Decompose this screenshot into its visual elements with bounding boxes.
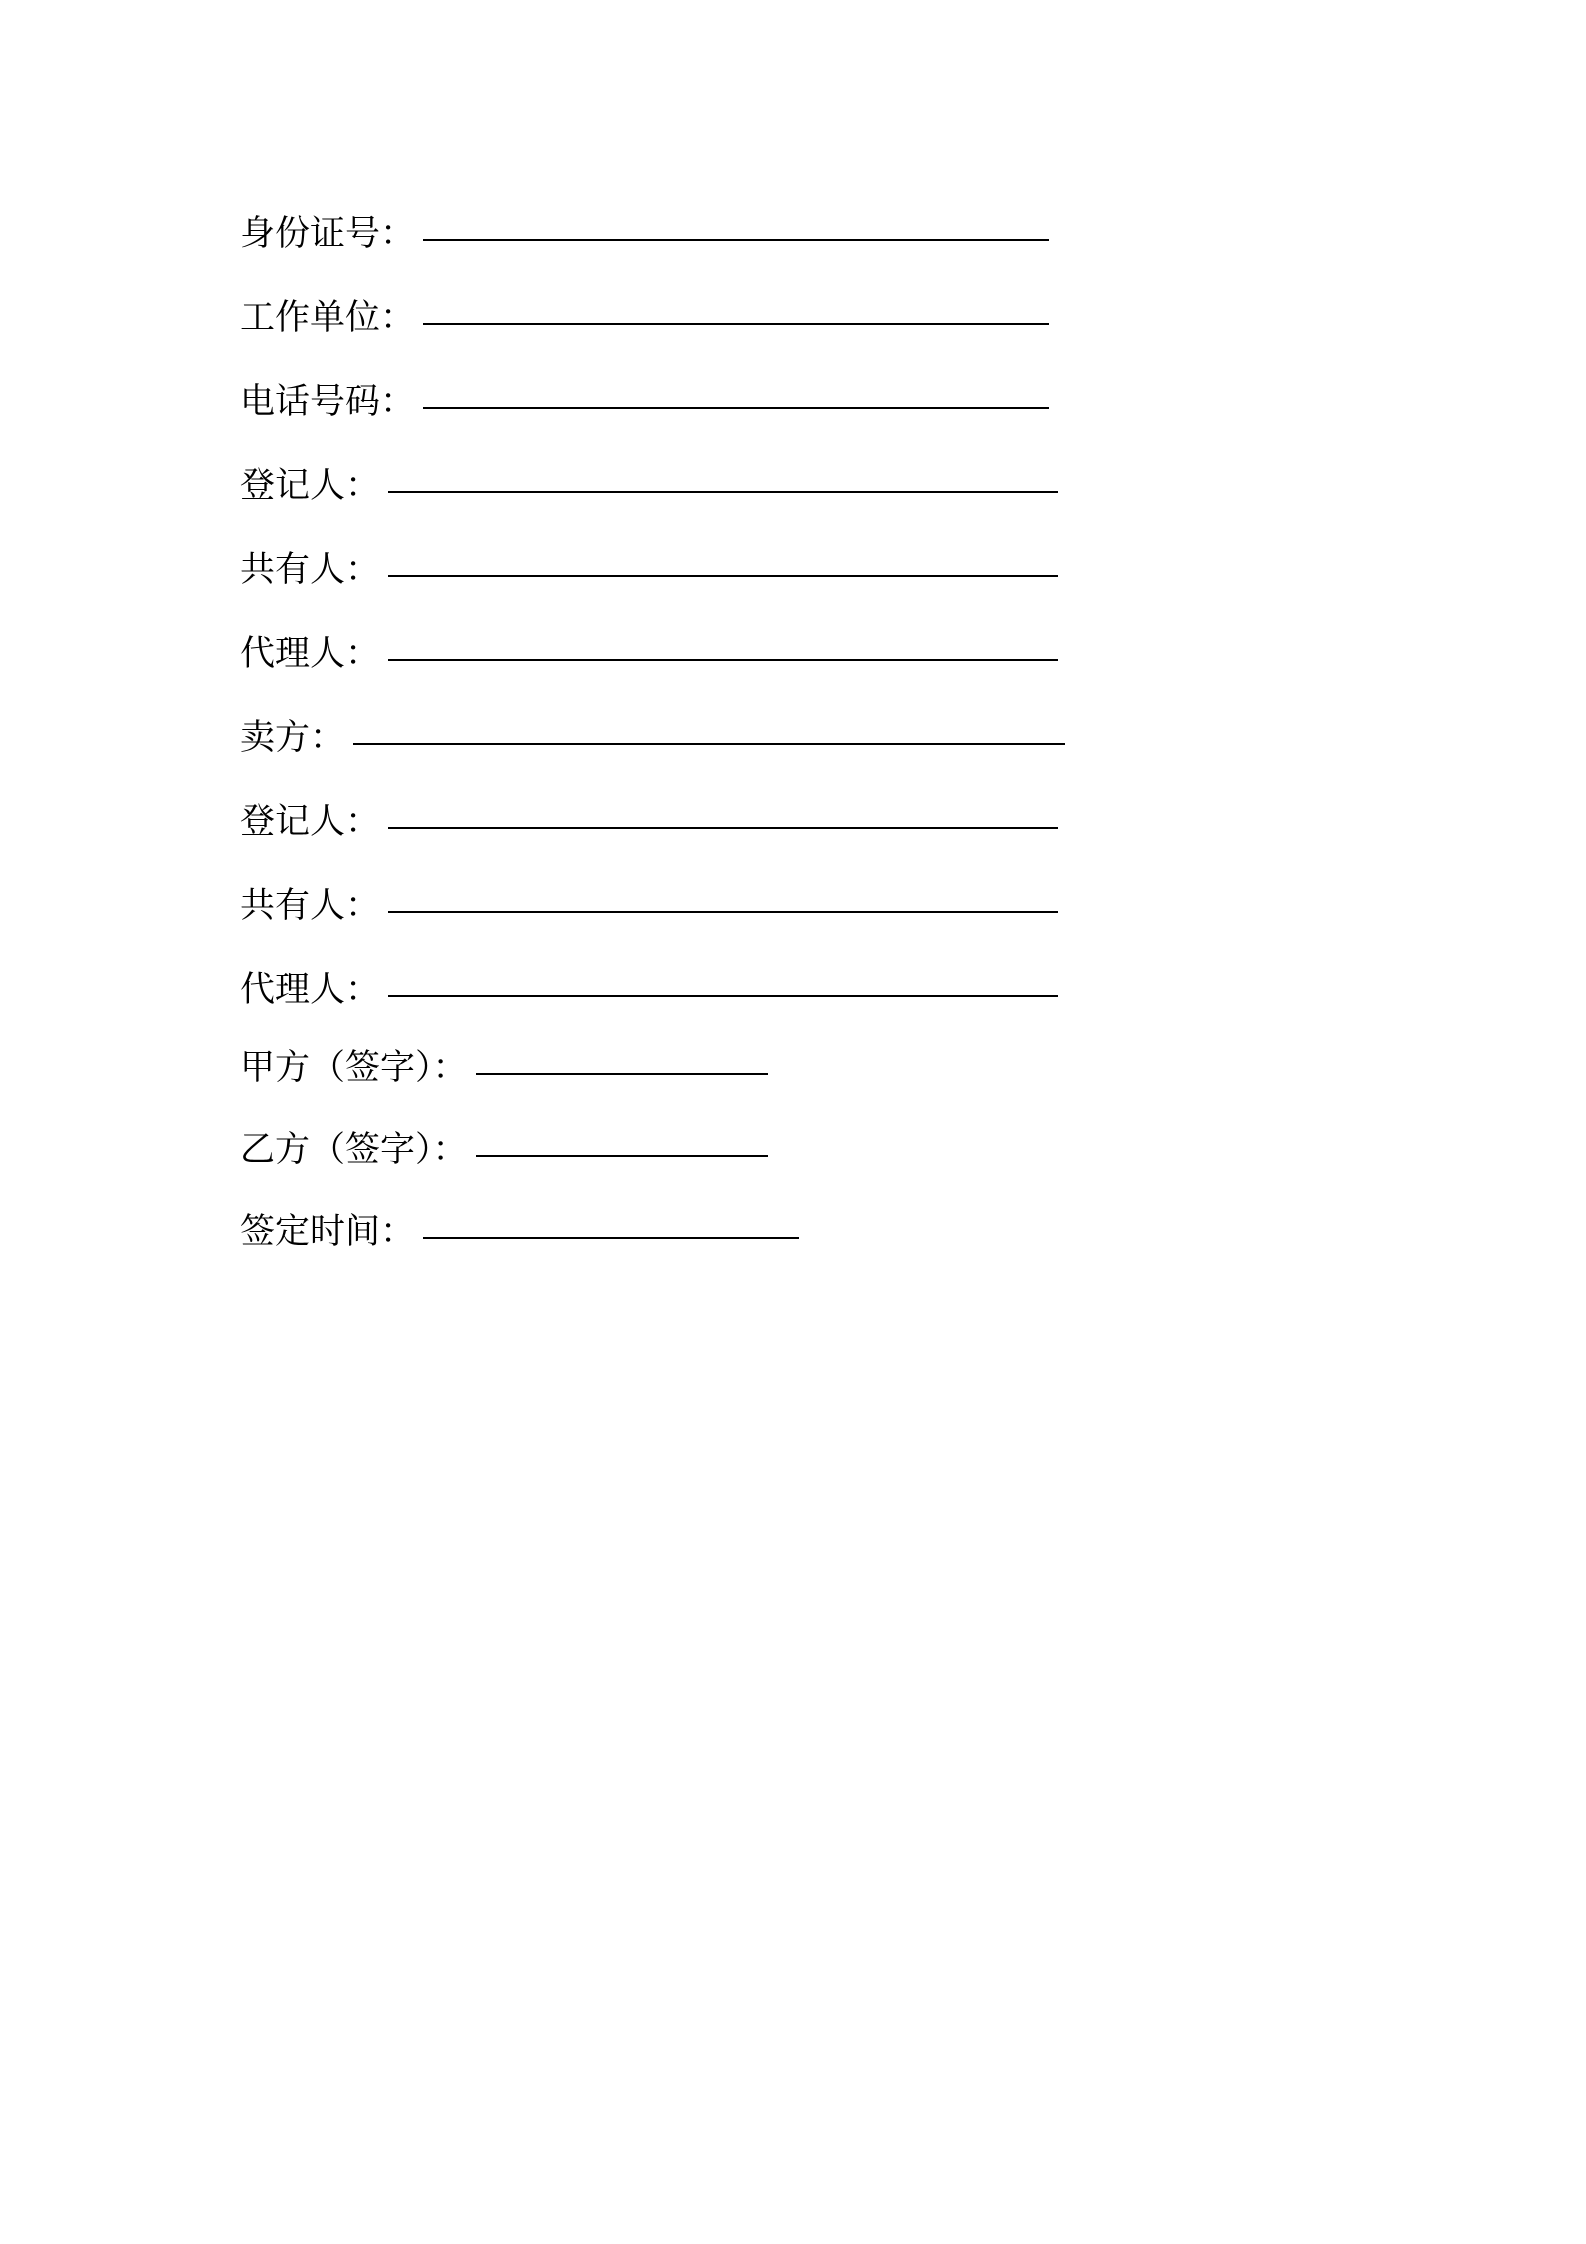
signing-date-row [240,1210,799,1254]
signing-date-label: 签定时间： [240,1212,416,1252]
seller-agent-blank[interactable] [388,991,1058,997]
co-owner-row [240,548,1058,592]
seller-registrant-row [240,800,1058,844]
seller-agent-label: 代理人： [240,970,381,1010]
employer-blank[interactable] [423,319,1049,325]
seller-registrant-label: 登记人： [240,802,381,842]
id-number-blank[interactable] [423,235,1049,241]
co-owner-blank[interactable] [388,571,1058,577]
party-a-signature-blank[interactable] [476,1069,768,1075]
seller-registrant-blank[interactable] [388,823,1058,829]
seller-blank[interactable] [353,739,1065,745]
party-b-signature-row [240,1128,768,1172]
phone-blank[interactable] [423,403,1049,409]
registrant-row [240,464,1058,508]
party-b-signature-label: 乙方（签字）： [240,1130,468,1170]
agent-label: 代理人： [240,634,381,674]
party-a-signature-label: 甲方（签字）： [240,1048,468,1088]
seller-row [240,716,1065,760]
co-owner-label: 共有人： [240,550,381,590]
party-a-signature-row [240,1046,768,1090]
signing-date-blank[interactable] [423,1233,799,1239]
agent-blank[interactable] [388,655,1058,661]
seller-agent-row [240,968,1058,1012]
employer-label: 工作单位： [240,298,416,338]
employer-row [240,296,1049,340]
id-number-row [240,212,1049,256]
phone-label: 电话号码： [240,382,416,422]
phone-row [240,380,1049,424]
registrant-blank[interactable] [388,487,1058,493]
registrant-label: 登记人： [240,466,381,506]
party-b-signature-blank[interactable] [476,1151,768,1157]
seller-co-owner-blank[interactable] [388,907,1058,913]
seller-label: 卖方： [240,718,346,758]
agent-row [240,632,1058,676]
seller-co-owner-row [240,884,1058,928]
id-number-label: 身份证号： [240,214,416,254]
seller-co-owner-label: 共有人： [240,886,381,926]
